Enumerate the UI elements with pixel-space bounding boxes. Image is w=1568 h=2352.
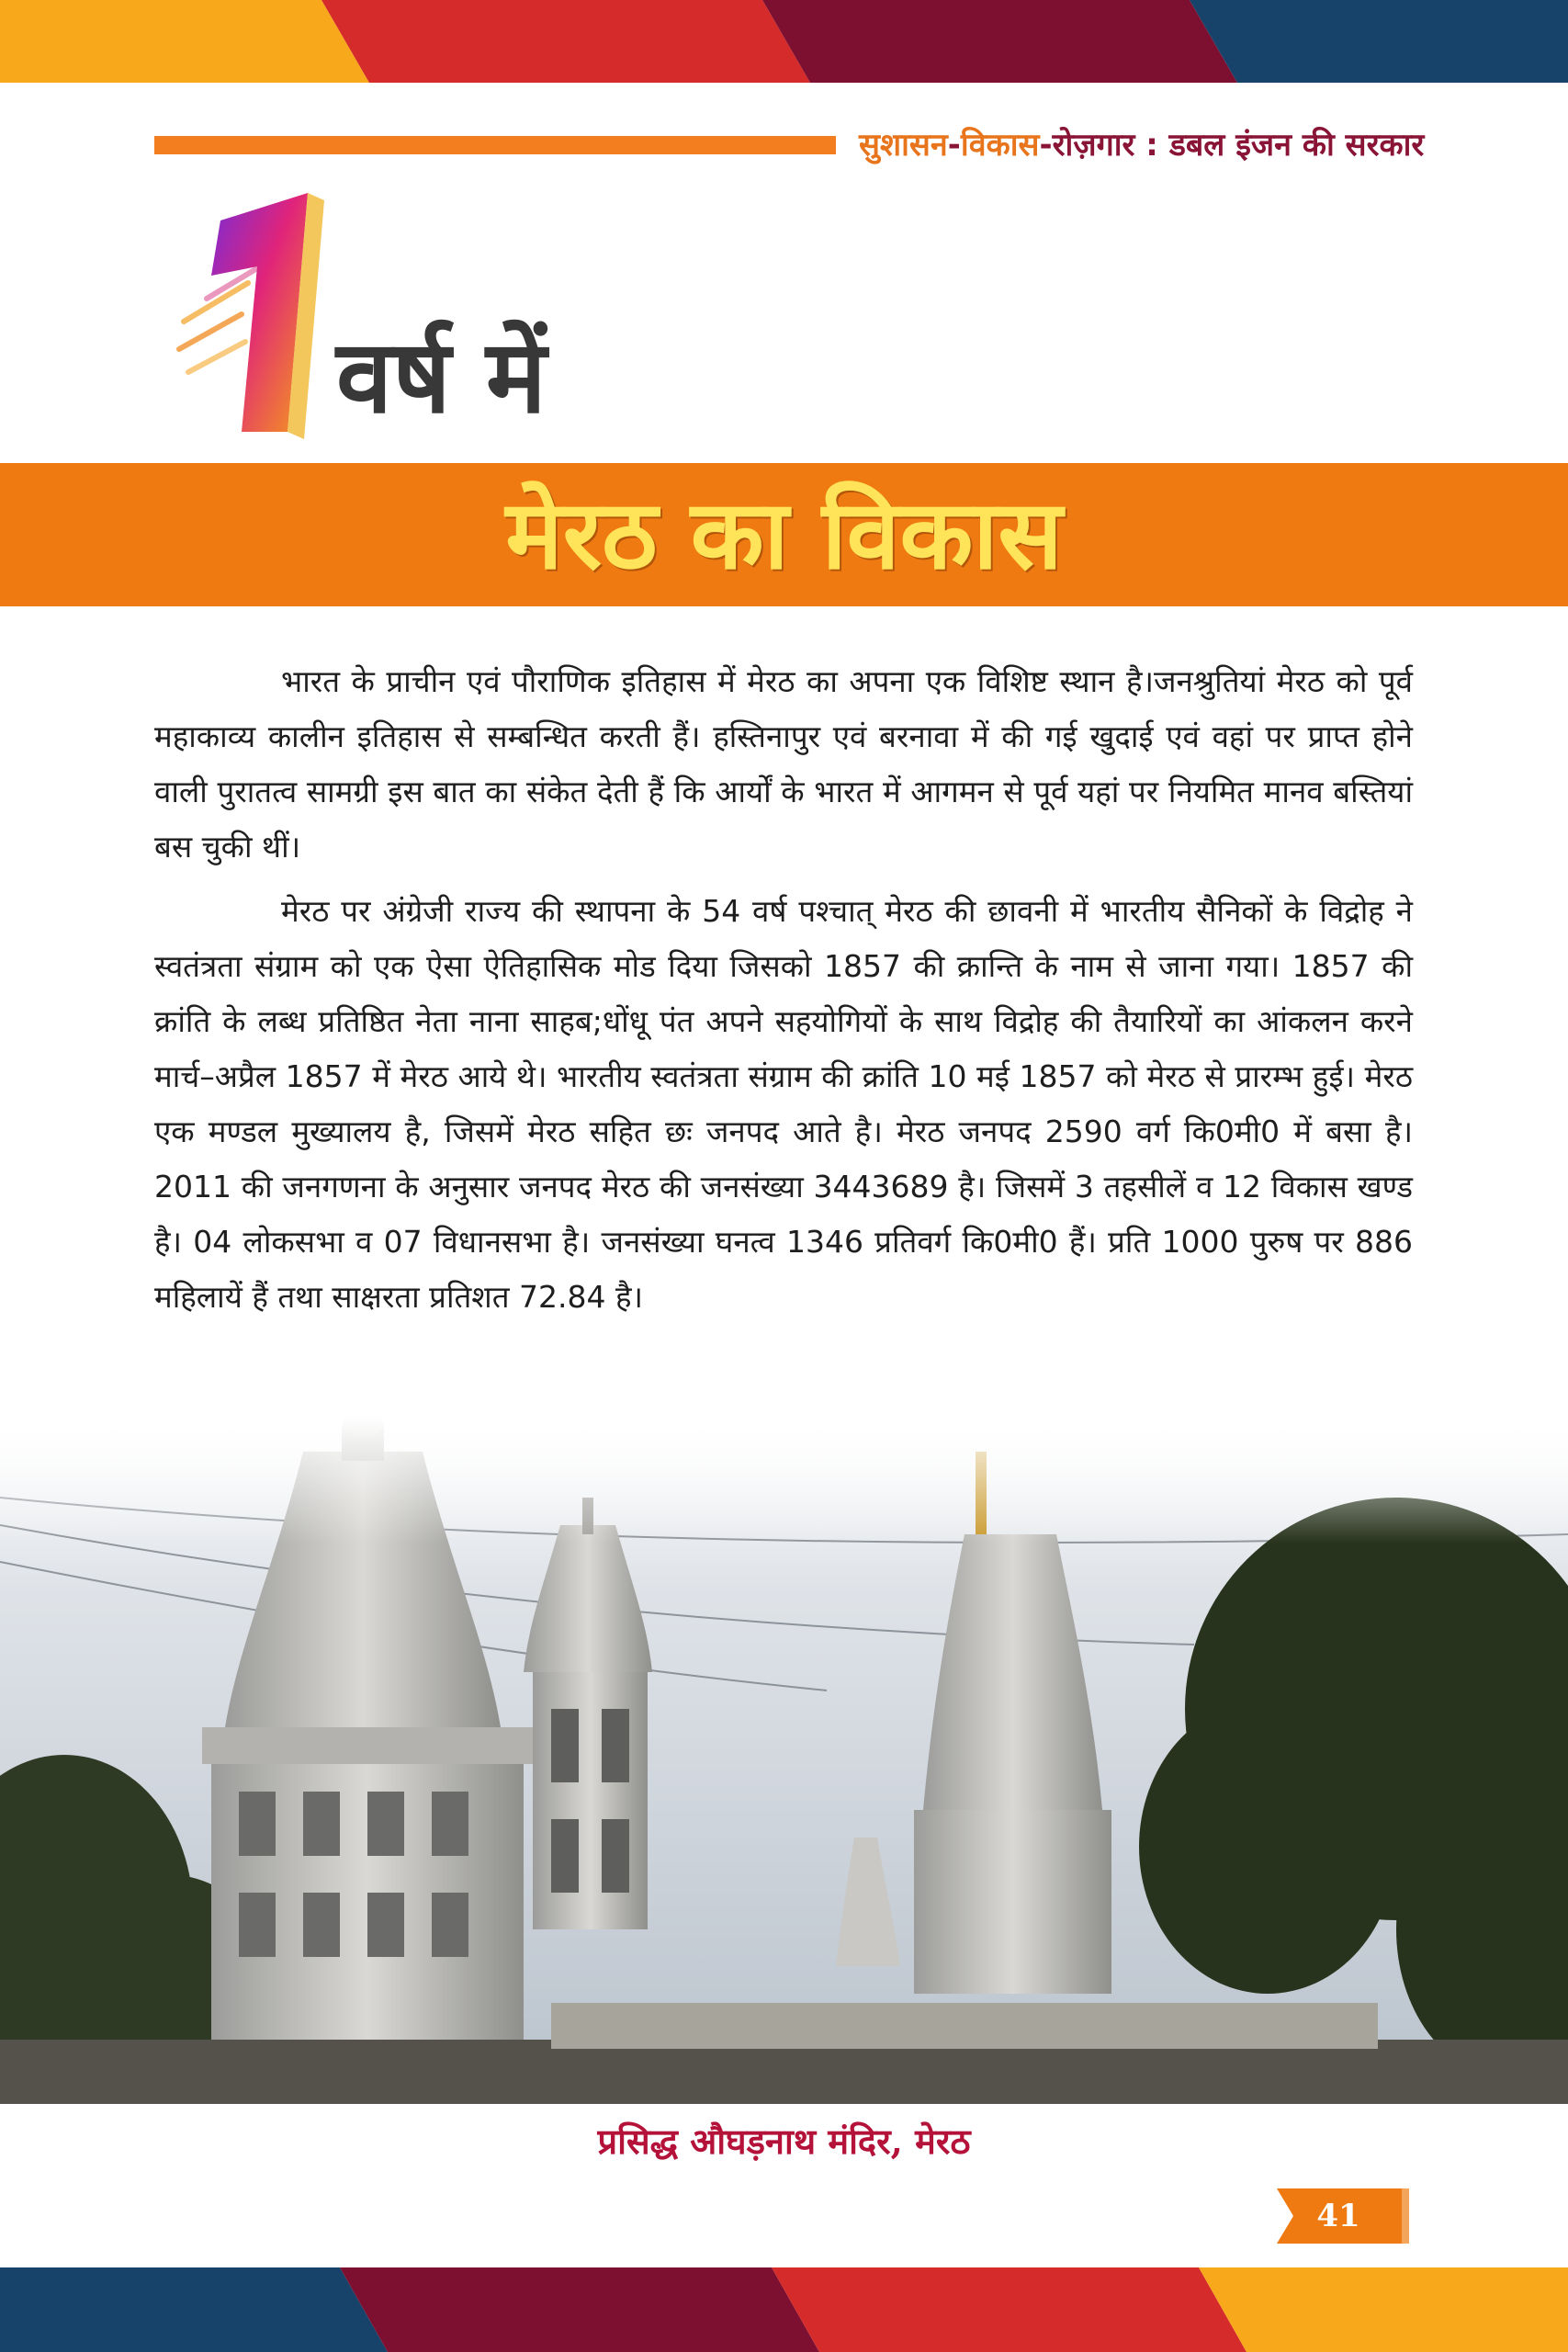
page-title: मेरठ का विकास [505,478,1063,591]
top-decorative-band [0,0,1568,83]
bottom-decorative-band [0,2267,1568,2352]
header-title-part3: रोज़गार : डबल इंजन की सरकार [1052,127,1425,164]
article-paragraph-2: मेरठ पर अंग्रेजी राज्य की स्थापना के 54 वर्ष पश्चात् मेरठ की छावनी में भारतीय सैनिकों के विद्रोह ने स्वतंत्रता संग्राम को एक ऐसा ऐतिहासिक मोड दिया जिसको 1857 की क्रान्ति के नाम से जाना गया। 1857 की क्रांति के लब्ध प्रतिष्ठित नेता नाना साहब;धोंधू पंत अपने सहयोगियों के साथ विद्रोह की तैयारियों का आंकलन करने मार्च–अप्रैल 1857 में मेरठ आये थे। भारतीय स्वतंत्रता संग्राम की क्रांति 10 मई 1857 को मेरठ से प्रारम्भ हुई। मेरठ एक मण्डल मुख्यालय है, जिसमें मेरठ सहित छः जनपद आते है। मेरठ जनपद 2590 वर्ग कि0मी0 में बसा है। 2011 की जनगणना के अनुसार जनपद मेरठ की जनसंख्या 3443689 है। जिसमें 3 तहसीलें व 12 विकास खण्ड है। 04 लोकसभा व 07 विधानसभा है। जनसंख्या घनत्व 1346 प्रतिवर्ग कि0मी0 हैं। प्रति 1000 पुरुष पर 886 महिलायें हैं तथा साक्षरता प्रतिशत 72.84 है। [154,893,1413,1315]
article-paragraph-1: भारत के प्राचीन एवं पौराणिक इतिहास में मेरठ का अपना एक विशिष्ट स्थान है।जनश्रुतियां मेरठ को पूर्व महाकाव्य कालीन इतिहास से सम्बन्धित करती हैं। हस्तिनापुर एवं बरनावा में की गई खुदाई एवं वहां पर प्राप्त होने वाली पुरातत्व सामग्री इस बात का संकेत देती हैं कि आर्यों के भारत में आगमन से पूर्व यहां पर नियमित मानव बस्तियां बस चुकी थीं। [154,663,1413,865]
logo-number-one-graphic [170,184,344,441]
header-title-part2: विकास [960,127,1040,164]
photo-caption: प्रसिद्ध औघड़नाथ मंदिर, मेरठ [597,2120,971,2162]
header-rule [154,136,836,154]
logo-text: वर्ष में [336,317,547,435]
header-title-sep2: - [1039,127,1053,164]
header-title-part1: सुशासन [859,127,948,164]
temple-photo [0,1415,1568,2104]
header-title [859,123,1425,167]
page-number: 41 [1316,2198,1360,2234]
header-title-sep1: - [947,127,961,164]
article-body [154,654,1413,1334]
